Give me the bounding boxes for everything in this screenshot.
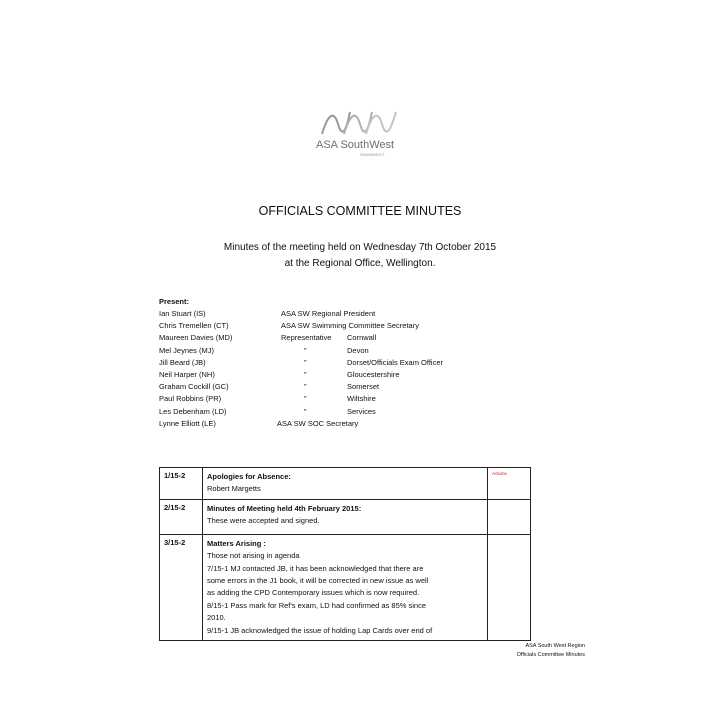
actions-cell	[488, 499, 531, 534]
table-row	[160, 468, 531, 500]
item-line: as adding the CPD Contemporary issues which is now required.	[207, 588, 420, 598]
attendee-role: ASA SW Regional President	[281, 309, 376, 318]
wave-logo-icon	[320, 106, 400, 138]
attendee-area: Services	[347, 406, 376, 416]
attendee-role: "	[304, 345, 307, 355]
item-line: 8/15-1 Pass mark for Ref's exam, LD had confirmed as 85% since	[207, 600, 427, 610]
attendee-row	[159, 382, 380, 394]
attendee-name: Mel Jeynes (MJ)	[159, 345, 215, 355]
attendee-area: Devon	[347, 345, 369, 355]
item-line: 9/15-1 JB acknowledged the issue of holding Lap Cards over end of	[207, 625, 433, 635]
item-heading: Apologies for Absence:	[207, 472, 291, 481]
attendee-row	[159, 333, 377, 345]
attendee-row	[159, 357, 443, 370]
attendee-row	[159, 321, 419, 333]
item-line: 2010.	[207, 613, 226, 623]
attendee-role: ASA SW Swimming Committee Secretary	[281, 321, 419, 331]
item-line: some errors in the J1 book, it will be corrected in new issue as well	[207, 576, 429, 586]
asa-southwest-logo	[312, 106, 408, 162]
page-footer	[517, 642, 585, 660]
item-number: 1/15-2	[160, 468, 203, 500]
attendee-role: "	[304, 382, 307, 392]
footer-doc-name: Officials Committee Minutes	[516, 652, 585, 658]
attendee-role: ASA SW SOC Secretary	[277, 418, 359, 428]
item-body	[203, 534, 488, 640]
attendee-role: Representative	[281, 333, 332, 343]
attendee-name: Ian Stuart (IS)	[159, 309, 206, 318]
minutes-table	[159, 467, 531, 641]
meeting-location-line: at the Regional Office, Wellington.	[284, 258, 436, 269]
actions-label: Actions	[492, 471, 507, 476]
attendee-row	[159, 309, 376, 321]
attendee-role: "	[304, 369, 307, 379]
item-line: These were accepted and signed.	[207, 516, 320, 526]
attendee-area: Gloucestershire	[347, 369, 400, 379]
attendee-name: Lynne Elliott (LE)	[159, 418, 216, 428]
item-heading: Minutes of Meeting held 4th February 2015:	[207, 503, 362, 513]
actions-cell	[488, 468, 531, 500]
attendee-row	[159, 369, 400, 382]
item-body	[203, 499, 488, 534]
actions-cell	[488, 534, 531, 640]
present-label: Present:	[159, 297, 190, 306]
attendee-area: Dorset/Officials Exam Officer	[347, 357, 443, 367]
attendee-name: Neil Harper (NH)	[159, 369, 215, 379]
item-body	[203, 468, 488, 500]
attendee-area: Somerset	[347, 382, 380, 392]
item-heading: Matters Arising :	[207, 538, 266, 548]
attendee-area: Wiltshire	[347, 394, 376, 404]
attendee-role: "	[304, 406, 307, 416]
attendee-name: Chris Tremellen (CT)	[159, 321, 229, 331]
attendee-row	[159, 345, 369, 358]
meeting-date-line: Minutes of the meeting held on Wednesday 7th October 2015	[223, 242, 497, 253]
item-line: Robert Margetts	[207, 484, 261, 494]
attendee-name: Paul Robbins (PR)	[159, 394, 222, 404]
attendee-row	[159, 418, 359, 431]
item-number: 2/15-2	[160, 499, 203, 534]
footer-region: ASA South West Region	[525, 643, 585, 649]
attendee-role: "	[304, 357, 307, 367]
attendee-name: Maureen Davies (MD)	[159, 333, 233, 343]
logo-name: ASA SouthWest	[316, 139, 395, 151]
meeting-details	[0, 240, 720, 272]
table-row	[160, 499, 531, 534]
logo-subtext: SWIMWEST	[360, 152, 385, 157]
document-title: OFFICIALS COMMITTEE MINUTES	[258, 204, 462, 218]
attendee-row	[159, 406, 376, 419]
attendee-role: "	[304, 394, 307, 404]
attendee-name: Les Debenham (LD)	[159, 406, 227, 416]
attendee-name: Jill Beard (JB)	[159, 357, 206, 367]
item-line: 7/15-1 MJ contacted JB, it has been acknowledged that there are	[207, 563, 424, 573]
attendee-name: Graham Cockill (GC)	[159, 382, 229, 392]
attendee-row	[159, 394, 376, 406]
attendees-list	[159, 297, 443, 431]
table-row	[160, 534, 531, 640]
item-line: Those not arising in agenda	[207, 551, 300, 561]
attendee-area: Cornwall	[347, 333, 377, 343]
item-number: 3/15-2	[160, 534, 203, 640]
